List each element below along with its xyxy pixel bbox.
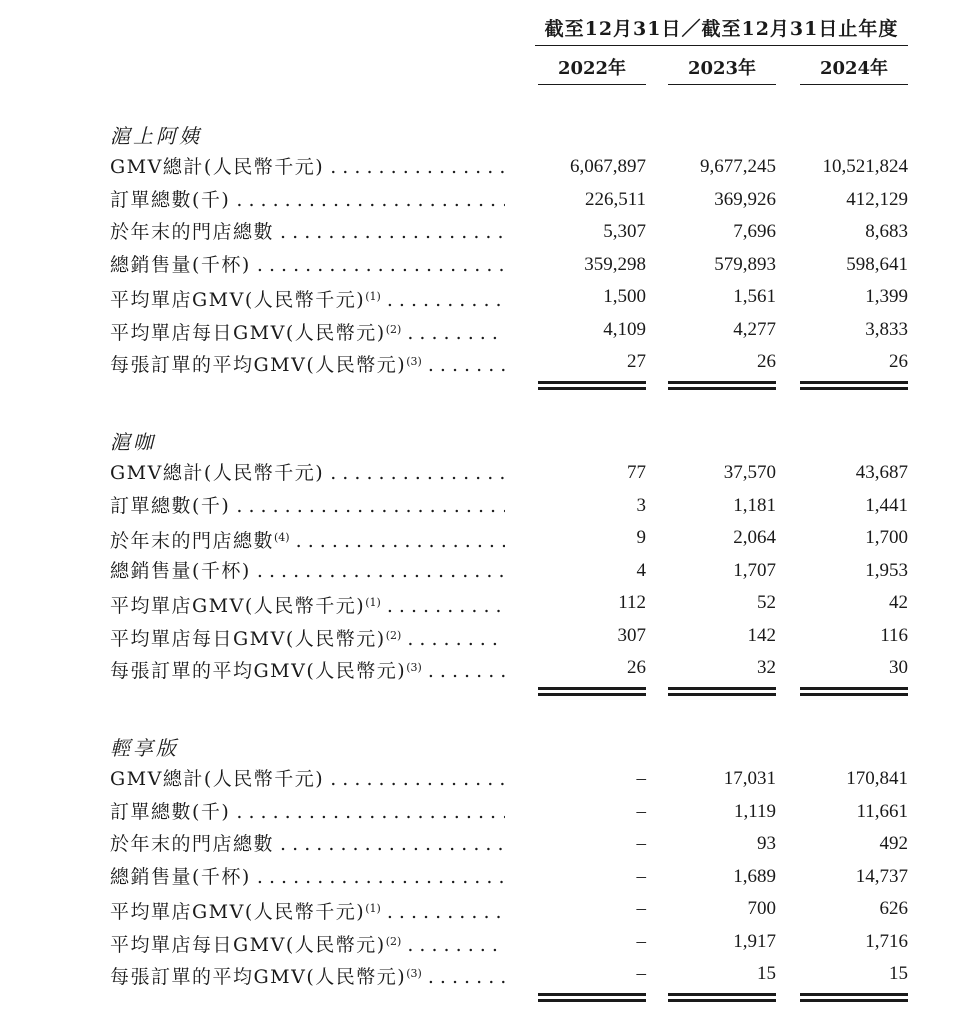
- row-label: [110, 492, 505, 520]
- row-label-text: 總銷售量(千杯): [110, 865, 251, 888]
- period-header: 截至12月31日／截至12月31日止年度: [535, 14, 908, 46]
- double-underline: [800, 687, 908, 690]
- row-label: [110, 589, 505, 617]
- value-cell-2022: 77: [627, 462, 646, 483]
- table-row: [0, 251, 967, 283]
- table-row: [0, 492, 967, 524]
- footnote-marker: (2): [385, 628, 402, 642]
- value-cell-2022: 4,109: [603, 318, 646, 340]
- row-label-text: 於年末的門店總數: [110, 221, 275, 243]
- value-cell-2022: 112: [618, 592, 646, 613]
- value-cell-2022: –: [636, 930, 646, 952]
- value-cell-2023: 700: [747, 898, 776, 919]
- table-row: [0, 654, 967, 686]
- value-cell-2022: 226,511: [584, 188, 646, 210]
- value-cell-2024: 170,841: [846, 768, 908, 789]
- value-cell-2024: 15: [889, 963, 908, 984]
- value-cell-2022: –: [636, 800, 646, 822]
- value-cell-2022: 1,500: [603, 286, 646, 307]
- table-row: [0, 283, 967, 315]
- footnote-marker: (3): [406, 661, 422, 674]
- row-label: [110, 283, 505, 311]
- table-row: [0, 524, 967, 556]
- double-underline: [538, 381, 646, 384]
- value-cell-2022: –: [636, 963, 646, 984]
- table-row: [0, 316, 967, 348]
- value-cell-2023: 1,707: [733, 559, 776, 581]
- row-label-text: 每張訂單的平均GMV(人民幣元): [110, 660, 407, 682]
- table-row: [0, 928, 967, 960]
- value-cell-2024: 14,737: [855, 865, 908, 887]
- year-header-2024: 2024年: [800, 54, 908, 85]
- section-title: 輕享版: [110, 736, 179, 760]
- table-row: [0, 830, 967, 862]
- value-cell-2024: 42: [889, 592, 908, 613]
- row-label-text: 訂單總數(千): [110, 188, 231, 211]
- row-label: [110, 459, 505, 487]
- row-label-text: 平均單店每日GMV(人民幣元): [110, 321, 386, 344]
- value-cell-2022: 27: [627, 351, 646, 372]
- row-label-text: 訂單總數(千): [110, 800, 231, 823]
- value-cell-2022: 26: [627, 657, 646, 678]
- value-cell-2024: 8,683: [865, 221, 908, 242]
- value-cell-2024: 1,716: [865, 930, 908, 952]
- table-row: [0, 589, 967, 621]
- table-row: [0, 622, 967, 654]
- value-cell-2023: 32: [757, 657, 776, 678]
- row-label-text: 總銷售量(千杯): [110, 559, 251, 582]
- row-label: [110, 348, 505, 376]
- double-underline: [668, 381, 776, 384]
- value-cell-2023: 1,917: [733, 930, 776, 952]
- row-label: [110, 895, 505, 923]
- value-cell-2024: 1,399: [865, 286, 908, 307]
- value-cell-2023: 7,696: [733, 221, 776, 242]
- row-label: [110, 928, 505, 956]
- row-label-text: GMV總計(人民幣千元): [110, 156, 325, 178]
- footnote-marker: (4): [274, 531, 290, 544]
- table-row: [0, 218, 967, 250]
- value-cell-2023: 93: [757, 833, 776, 854]
- footnote-marker: (1): [365, 290, 381, 303]
- row-label-text: 總銷售量(千杯): [110, 253, 251, 276]
- double-underline: [538, 993, 646, 996]
- table-row: [0, 459, 967, 491]
- value-cell-2023: 9,677,245: [700, 156, 776, 177]
- value-cell-2024: 1,953: [865, 559, 908, 581]
- row-label-text: 每張訂單的平均GMV(人民幣元): [110, 966, 407, 988]
- table-row: [0, 153, 967, 185]
- row-label: [110, 524, 505, 552]
- value-cell-2023: 142: [747, 624, 776, 646]
- section-title: 滬上阿姨: [110, 124, 202, 148]
- double-underline: [668, 993, 776, 996]
- value-cell-2023: 1,689: [733, 865, 776, 887]
- value-cell-2022: 307: [617, 624, 646, 646]
- footnote-marker: (2): [385, 322, 402, 336]
- row-label-text: GMV總計(人民幣千元): [110, 768, 325, 790]
- footnote-marker: (2): [385, 934, 402, 948]
- row-label-text: GMV總計(人民幣千元): [110, 462, 325, 484]
- row-label: [110, 863, 505, 891]
- value-cell-2022: –: [636, 865, 646, 887]
- value-cell-2023: 37,570: [723, 462, 776, 483]
- value-cell-2022: 4: [636, 559, 646, 581]
- footnote-marker: (3): [406, 967, 422, 980]
- value-cell-2024: 1,700: [865, 527, 908, 548]
- double-underline: [538, 687, 646, 690]
- value-cell-2024: 1,441: [865, 494, 908, 516]
- row-label: [110, 960, 505, 988]
- value-cell-2024: 598,641: [846, 253, 908, 275]
- value-cell-2024: 412,129: [846, 188, 908, 210]
- double-underline: [800, 381, 908, 384]
- row-label: [110, 557, 505, 585]
- section-title: 滬咖: [110, 430, 156, 454]
- row-label-text: 平均單店GMV(人民幣千元): [110, 901, 366, 923]
- year-header-2023: 2023年: [668, 54, 776, 85]
- row-label: [110, 153, 505, 181]
- value-cell-2024: 26: [889, 351, 908, 372]
- table-row: [0, 557, 967, 589]
- value-cell-2024: 11,661: [856, 800, 908, 822]
- row-label-text: 平均單店每日GMV(人民幣元): [110, 627, 386, 650]
- table-row: [0, 960, 967, 992]
- value-cell-2023: 369,926: [714, 188, 776, 210]
- table-row: [0, 765, 967, 797]
- value-cell-2023: 4,277: [733, 318, 776, 340]
- row-label: [110, 765, 505, 793]
- value-cell-2023: 1,561: [733, 286, 776, 307]
- value-cell-2022: 359,298: [584, 253, 646, 275]
- value-cell-2024: 10,521,824: [822, 156, 908, 177]
- footnote-marker: (1): [365, 902, 381, 915]
- value-cell-2024: 116: [880, 624, 908, 646]
- row-label-text: 訂單總數(千): [110, 494, 231, 517]
- value-cell-2024: 43,687: [855, 462, 908, 483]
- row-label-text: 於年末的門店總數: [110, 833, 275, 855]
- table-row: [0, 798, 967, 830]
- row-label: [110, 798, 505, 826]
- value-cell-2022: –: [636, 768, 646, 789]
- table-row: [0, 186, 967, 218]
- value-cell-2023: 579,893: [714, 253, 776, 275]
- value-cell-2022: –: [636, 898, 646, 919]
- year-header-2022: 2022年: [538, 54, 646, 85]
- value-cell-2022: 9: [636, 527, 646, 548]
- table-row: [0, 348, 967, 380]
- value-cell-2022: 5,307: [603, 221, 646, 242]
- row-label: [110, 654, 505, 682]
- double-underline: [800, 993, 908, 996]
- row-label-text: 平均單店GMV(人民幣千元): [110, 595, 366, 617]
- value-cell-2023: 2,064: [733, 527, 776, 548]
- row-label-text: 每張訂單的平均GMV(人民幣元): [110, 354, 407, 376]
- value-cell-2024: 626: [879, 898, 908, 919]
- row-label: [110, 830, 505, 858]
- value-cell-2023: 52: [757, 592, 776, 613]
- value-cell-2023: 17,031: [723, 768, 776, 789]
- row-label: [110, 622, 505, 650]
- footnote-marker: (3): [406, 355, 422, 368]
- value-cell-2022: 6,067,897: [570, 156, 646, 177]
- footnote-marker: (1): [365, 596, 381, 609]
- double-underline: [668, 687, 776, 690]
- value-cell-2023: 15: [757, 963, 776, 984]
- row-label-text: 平均單店GMV(人民幣千元): [110, 289, 366, 311]
- value-cell-2024: 30: [889, 657, 908, 678]
- value-cell-2022: –: [636, 833, 646, 854]
- row-label-text: 平均單店每日GMV(人民幣元): [110, 933, 386, 956]
- value-cell-2024: 492: [879, 833, 908, 854]
- value-cell-2023: 1,119: [733, 800, 776, 822]
- row-label: [110, 251, 505, 279]
- value-cell-2023: 26: [757, 351, 776, 372]
- value-cell-2023: 1,181: [733, 494, 776, 516]
- row-label: [110, 316, 505, 344]
- row-label: [110, 218, 505, 246]
- table-row: [0, 863, 967, 895]
- row-label: [110, 186, 505, 214]
- table-row: [0, 895, 967, 927]
- value-cell-2022: 3: [636, 494, 646, 516]
- row-label-text: 於年末的門店總數: [110, 530, 275, 552]
- value-cell-2024: 3,833: [865, 318, 908, 340]
